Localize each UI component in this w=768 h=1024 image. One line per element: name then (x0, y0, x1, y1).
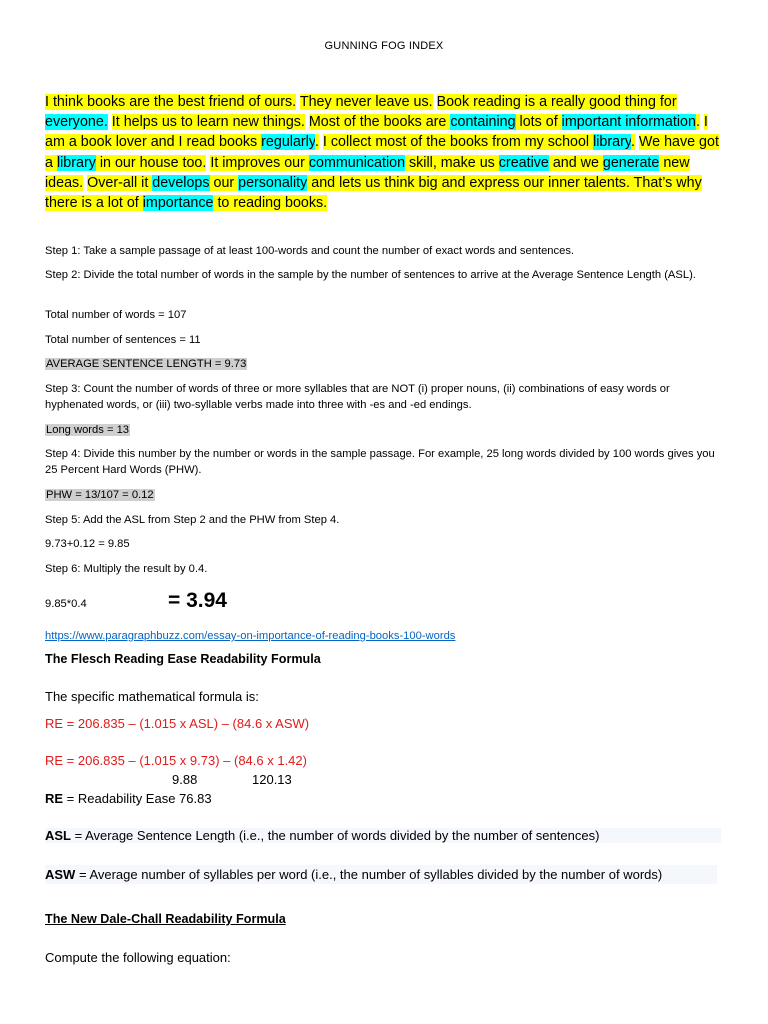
passage-segment: I think books are the best friend of ours. (45, 94, 297, 110)
multiply-expression: 9.85*0.4 (45, 598, 87, 610)
passage-segment: skill, make us (405, 154, 499, 171)
step-4-text: Step 4: Divide this number by the number or words in the sample passage. For example, 25 long words divided by 100 words gives you 25 Percent Hard Words (PHW). (45, 448, 715, 477)
passage-segment: personality (238, 174, 308, 191)
term-value-2: 120.13 (252, 772, 292, 787)
passage-segment: and lets us think big and express our inner talents. That’s why there is a lot of (45, 174, 702, 212)
flesch-heading: The Flesch Reading Ease Readability Formula (45, 652, 321, 666)
step-5-text: Step 5: Add the ASL from Step 2 and the PHW from Step 4. (45, 514, 340, 526)
passage-segment: in our house too. (95, 154, 207, 171)
passage-segment: everyone. (45, 114, 108, 131)
passage-segment: They never leave us. (299, 94, 433, 110)
asl-label: ASL (45, 828, 71, 843)
source-link[interactable]: https://www.paragraphbuzz.com/essay-on-importance-of-reading-books-100-words (45, 630, 456, 642)
passage-segment: important information (561, 114, 696, 131)
passage-segment: Over-all it (87, 174, 153, 191)
passage-segment: to reading books. (213, 195, 328, 212)
passage-segment: new ideas. (45, 154, 690, 191)
passage-segment: generate (602, 154, 660, 171)
phw-text: PHW = 13/107 = 0.12 (46, 489, 154, 501)
passage-segment: It helps us to learn new things. (111, 114, 305, 131)
step-3-text: Step 3: Count the number of words of three or more syllables that are NOT (i) proper nouns, (ii) combinations of easy words or hyphenated words, or (iii) two-syllable verbs made into three with -es and -ed endings. (45, 383, 670, 412)
asw-label: ASW (45, 867, 76, 882)
asl-text: = Average Sentence Length (i.e., the number of words divided by the number of sentences) (71, 828, 600, 843)
re-text: = Readability Ease 76.83 (63, 791, 212, 806)
asw-definition (45, 865, 717, 884)
average-sentence-length-text: AVERAGE SENTENCE LENGTH = 9.73 (46, 358, 247, 370)
passage-segment: communication (308, 154, 406, 171)
step-2-text: Step 2: Divide the total number of words in the sample by the number of sentences to arrive at the Average Sentence Length (ASL). (45, 269, 696, 281)
total-sentences-text: Total number of sentences = 11 (45, 334, 201, 346)
passage-segment: creative (498, 154, 549, 171)
passage-segment: Most of the books are (308, 114, 451, 131)
passage-segment: library (56, 154, 96, 171)
passage-segment: develops (152, 174, 210, 191)
passage-segment: lots of (515, 114, 562, 131)
passage-segment: Book reading is a really good thing for (436, 94, 677, 110)
passage-segment: library (593, 134, 631, 151)
asw-text: = Average number of syllables per word (i.e., the number of syllables divided by the number of words) (75, 867, 663, 882)
highlighted-passage (45, 92, 721, 213)
passage-segment: . (314, 134, 319, 151)
passage-segment: and we (548, 154, 603, 171)
sum-text: 9.73+0.12 = 9.85 (45, 538, 130, 550)
passage-segment: We have got a (45, 134, 719, 171)
flesch-formula: RE = 206.835 – (1.015 x ASL) – (84.6 x ASW) (45, 716, 310, 731)
asl-definition (45, 828, 721, 843)
dale-chall-intro: Compute the following equation: (45, 950, 231, 965)
passage-segment: It improves our (210, 154, 309, 171)
step-1-text: Step 1: Take a sample passage of at least 100-words and count the number of exact words and sentences. (45, 245, 575, 257)
passage-segment: . (695, 114, 700, 131)
flesch-formula-filled: RE = 206.835 – (1.015 x 9.73) – (84.6 x 1.42) (45, 753, 307, 768)
passage-segment: I am a book lover and I read books (45, 114, 708, 151)
term-value-1: 9.88 (172, 772, 198, 787)
passage-segment: I collect most of the books from my school (322, 134, 594, 151)
long-words-text: Long words = 13 (46, 424, 130, 436)
re-definition (45, 791, 212, 806)
passage-segment: containing (450, 114, 516, 131)
step-6-text: Step 6: Multiply the result by 0.4. (45, 563, 208, 575)
flesch-intro: The specific mathematical formula is: (45, 689, 259, 704)
passage-segment: our (209, 174, 239, 191)
total-words-text: Total number of words = 107 (45, 309, 187, 321)
passage-segment: regularly (261, 134, 315, 151)
dale-chall-heading: The New Dale-Chall Readability Formula (45, 912, 286, 926)
passage-segment: importance (142, 195, 214, 212)
passage-segment (433, 94, 437, 110)
page-title: GUNNING FOG INDEX (324, 40, 444, 52)
fog-index-result: = 3.94 (168, 589, 227, 612)
re-label: RE (45, 791, 64, 806)
passage-segment: . (630, 134, 635, 151)
